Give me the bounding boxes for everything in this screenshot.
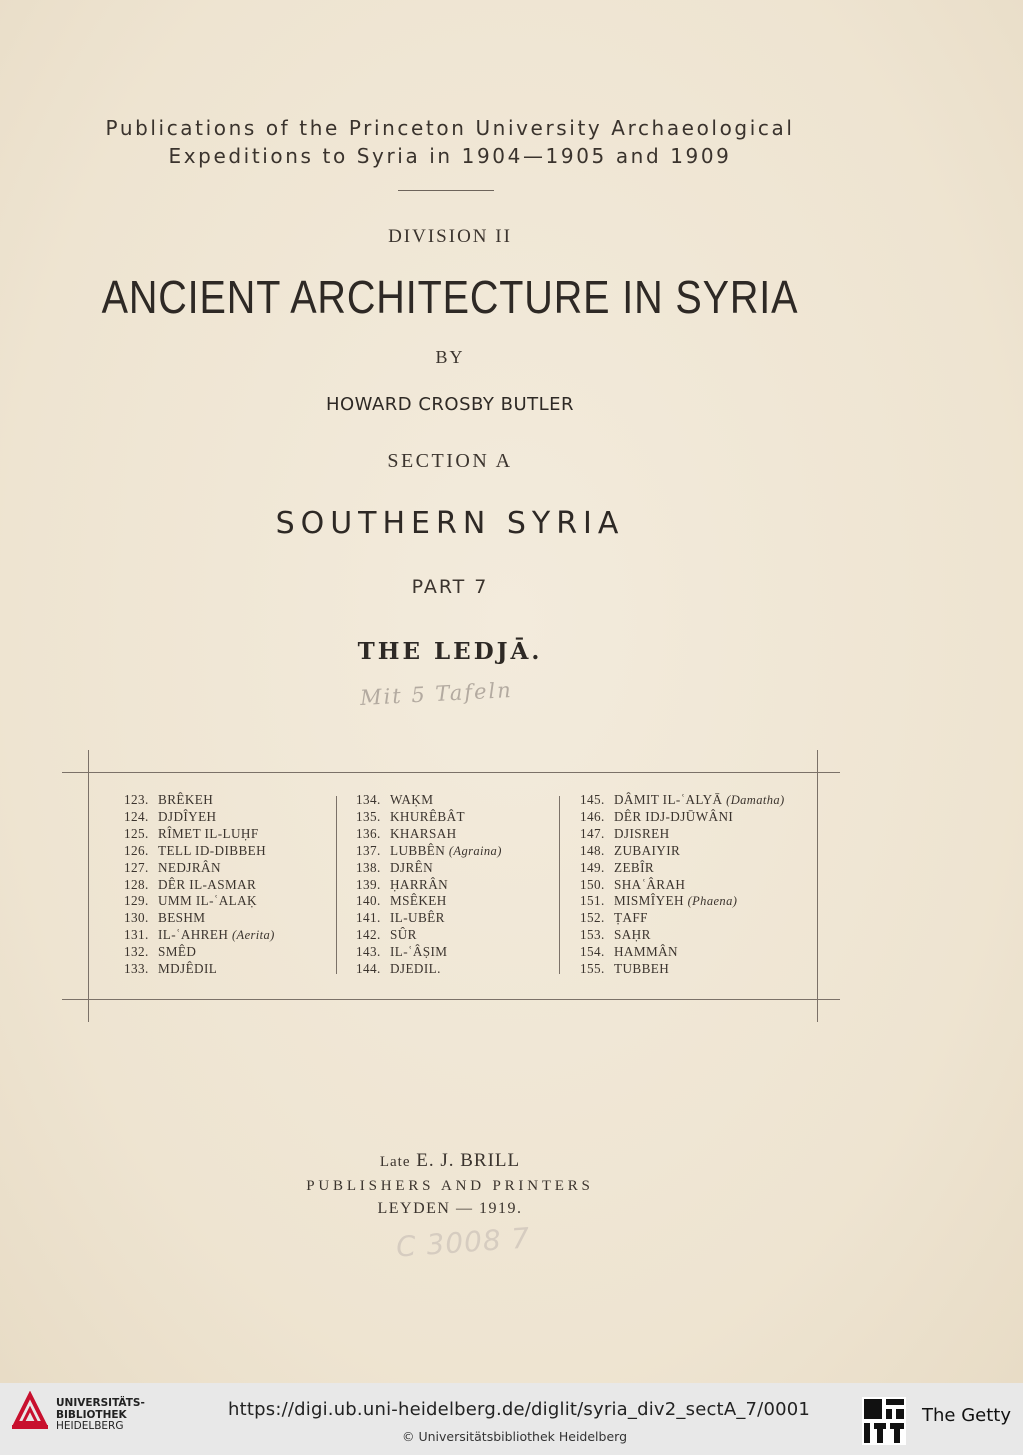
plate-site-name: HAMMÂN xyxy=(614,944,678,960)
plate-ancient-name: (Agraina) xyxy=(448,843,502,858)
plate-entry xyxy=(356,809,502,826)
plate-entry xyxy=(580,910,785,927)
plate-entry xyxy=(580,826,785,843)
plate-site-name: TELL ID-DIBBEH xyxy=(158,842,267,858)
region-title: SOUTHERN SYRIA xyxy=(275,506,625,541)
plate-site-name: KHARSAH xyxy=(390,825,457,841)
plate-entry xyxy=(124,860,275,877)
plate-site-name: SÛR xyxy=(390,927,417,943)
getty-logo-icon xyxy=(862,1397,906,1445)
plate-entry xyxy=(124,826,275,843)
plate-number: 135. xyxy=(356,808,381,824)
book-title: ANCIENT ARCHITECTURE IN SYRIA xyxy=(101,271,799,323)
plate-entry xyxy=(356,944,502,961)
plates-column-1 xyxy=(124,792,275,978)
plate-number: 130. xyxy=(124,910,149,926)
plate-site-name: DÂMIT IL-ʿALYĀ xyxy=(614,792,723,807)
plate-site-name: DJISREH xyxy=(614,825,670,841)
column-divider-2 xyxy=(559,796,560,974)
library-line-1: UNIVERSITÄTS- xyxy=(56,1397,145,1409)
plate-entry xyxy=(124,877,275,894)
plate-number: 131. xyxy=(124,927,149,943)
plate-entry xyxy=(356,843,502,860)
plate-ancient-name: (Aerita) xyxy=(231,928,275,943)
plate-entry xyxy=(124,910,275,927)
plates-column-3 xyxy=(580,792,785,978)
table-bottom-rule xyxy=(62,999,840,1000)
plate-entry xyxy=(356,826,502,843)
plate-entry xyxy=(356,961,502,978)
plate-number: 140. xyxy=(356,893,381,909)
viewer-footer xyxy=(0,1383,1023,1455)
plate-entry xyxy=(356,910,502,927)
plate-site-name: IL-ʿÂṢIM xyxy=(390,944,448,960)
section-label: SECTION A xyxy=(387,450,513,472)
plate-number: 127. xyxy=(124,859,149,875)
column-divider-1 xyxy=(336,796,337,974)
plate-number: 134. xyxy=(356,792,381,807)
plate-number: 123. xyxy=(124,792,149,807)
plate-number: 128. xyxy=(124,876,149,892)
ub-heidelberg-logo-icon xyxy=(10,1391,50,1431)
part-label: PART 7 xyxy=(411,576,489,598)
handwritten-note: Mit 5 Tafeln xyxy=(359,678,514,710)
plate-site-name: IL-ʿAHREH xyxy=(158,927,229,943)
plate-site-name: IL-UBÊR xyxy=(390,910,445,926)
author-name: HOWARD CROSBY BUTLER xyxy=(325,394,575,415)
getty-label: The Getty xyxy=(922,1405,1011,1426)
plate-number: 133. xyxy=(124,961,149,977)
plate-site-name: UMM IL-ʿALAḲ xyxy=(158,893,257,909)
printers-line: PUBLISHERS AND PRINTERS xyxy=(306,1178,594,1194)
plate-entry xyxy=(580,877,785,894)
publisher-line xyxy=(0,1150,900,1172)
plates-column-2 xyxy=(356,792,502,978)
plate-entry xyxy=(356,792,502,809)
library-line-2: BIBLIOTHEK xyxy=(56,1408,127,1421)
plate-entry xyxy=(124,961,275,978)
plate-site-name: ZEBÎR xyxy=(614,859,655,875)
plate-number: 136. xyxy=(356,825,381,841)
plate-site-name: NEDJRÂN xyxy=(158,859,221,875)
plate-number: 138. xyxy=(356,859,381,875)
plate-site-name: WAḲM xyxy=(390,792,434,807)
plate-site-name: DJRÊN xyxy=(390,859,434,875)
plate-site-name: KHURÊBÂT xyxy=(390,808,465,824)
plate-entry xyxy=(356,893,502,910)
plate-number: 129. xyxy=(124,893,149,909)
library-name xyxy=(56,1398,145,1433)
plate-entry xyxy=(580,961,785,978)
plate-site-name: ḤARRÂN xyxy=(390,876,449,892)
table-right-rule xyxy=(817,750,818,1022)
plate-number: 143. xyxy=(356,944,381,960)
plate-site-name: DJEDIL. xyxy=(390,961,441,977)
plate-site-name: SMÊD xyxy=(158,944,197,960)
publisher-name: E. J. BRILL xyxy=(416,1150,521,1171)
plate-entry xyxy=(124,927,275,944)
plate-entry xyxy=(124,792,275,809)
plate-number: 151. xyxy=(580,893,605,909)
plate-entry xyxy=(580,944,785,961)
plate-site-name: BRÊKEH xyxy=(158,792,214,807)
permalink-url[interactable]: https://digi.ub.uni-heidelberg.de/diglit/syria_div2_sectA_7/0001 xyxy=(228,1399,811,1420)
plate-site-name: LUBBÊN xyxy=(390,842,446,858)
plate-site-name: SAḤR xyxy=(614,927,651,943)
plate-number: 125. xyxy=(124,825,149,841)
plate-site-name: BESHM xyxy=(158,910,206,926)
publisher-prefix: Late xyxy=(379,1154,411,1170)
plate-entry xyxy=(580,843,785,860)
plate-number: 150. xyxy=(580,876,605,892)
plate-entry xyxy=(124,893,275,910)
subtitle: THE LEDJĀ. xyxy=(357,638,543,665)
plate-number: 148. xyxy=(580,842,605,858)
shelfmark-handwritten: C 3008 7 xyxy=(395,1221,532,1264)
plate-site-name: SHAʿÂRAH xyxy=(614,876,686,892)
plate-number: 147. xyxy=(580,825,605,841)
publication-line-2: Expeditions to Syria in 1904—1905 and 1909 xyxy=(168,144,732,168)
plate-number: 144. xyxy=(356,961,381,977)
plate-entry xyxy=(124,944,275,961)
division-label: DIVISION II xyxy=(388,226,512,247)
plate-entry xyxy=(580,792,785,809)
plate-site-name: MSÊKEH xyxy=(390,893,447,909)
divider-rule xyxy=(398,190,494,191)
plate-site-name: DÊR IDJ-DJŪWÂNI xyxy=(614,808,734,824)
plate-entry xyxy=(580,809,785,826)
publication-series xyxy=(0,114,900,170)
by-label: BY xyxy=(435,347,465,367)
plate-site-name: RÎMET IL-LUḤF xyxy=(158,825,259,841)
plate-number: 141. xyxy=(356,910,381,926)
plate-entry xyxy=(580,893,785,910)
plate-site-name: DJDÎYEH xyxy=(158,808,217,824)
plate-number: 142. xyxy=(356,927,381,943)
plate-site-name: ṬAFF xyxy=(614,910,648,926)
plate-number: 139. xyxy=(356,876,381,892)
plate-entry xyxy=(580,927,785,944)
plate-number: 132. xyxy=(124,944,149,960)
plate-site-name: DÊR IL-ASMAR xyxy=(158,876,257,892)
plate-number: 153. xyxy=(580,927,605,943)
plate-ancient-name: (Phaena) xyxy=(687,894,738,909)
plate-number: 155. xyxy=(580,961,605,977)
copyright-notice: © Universitätsbibliothek Heidelberg xyxy=(402,1429,628,1444)
plate-entry xyxy=(356,877,502,894)
table-left-rule xyxy=(88,750,89,1022)
plate-site-name: TUBBEH xyxy=(614,961,670,977)
library-line-3: HEIDELBERG xyxy=(56,1420,124,1432)
plate-site-name: ZUBAIYIR xyxy=(614,842,681,858)
plate-site-name: MISMÎYEH xyxy=(614,893,684,909)
table-top-rule xyxy=(62,772,840,773)
plate-number: 145. xyxy=(580,792,605,807)
plate-entry xyxy=(124,843,275,860)
plate-number: 124. xyxy=(124,808,149,824)
plate-entry xyxy=(356,860,502,877)
publication-line-1: Publications of the Princeton University Archaeological xyxy=(105,116,795,140)
plate-number: 154. xyxy=(580,944,605,960)
plate-number: 126. xyxy=(124,842,149,858)
plate-entry xyxy=(580,860,785,877)
plate-number: 146. xyxy=(580,808,605,824)
plate-ancient-name: (Damatha) xyxy=(726,793,785,807)
plate-site-name: MDJÊDIL xyxy=(158,961,218,977)
plate-entry xyxy=(356,927,502,944)
plate-entry xyxy=(124,809,275,826)
place-date: LEYDEN — 1919. xyxy=(377,1200,523,1217)
plate-number: 137. xyxy=(356,842,381,858)
plate-number: 152. xyxy=(580,910,605,926)
plate-number: 149. xyxy=(580,859,605,875)
